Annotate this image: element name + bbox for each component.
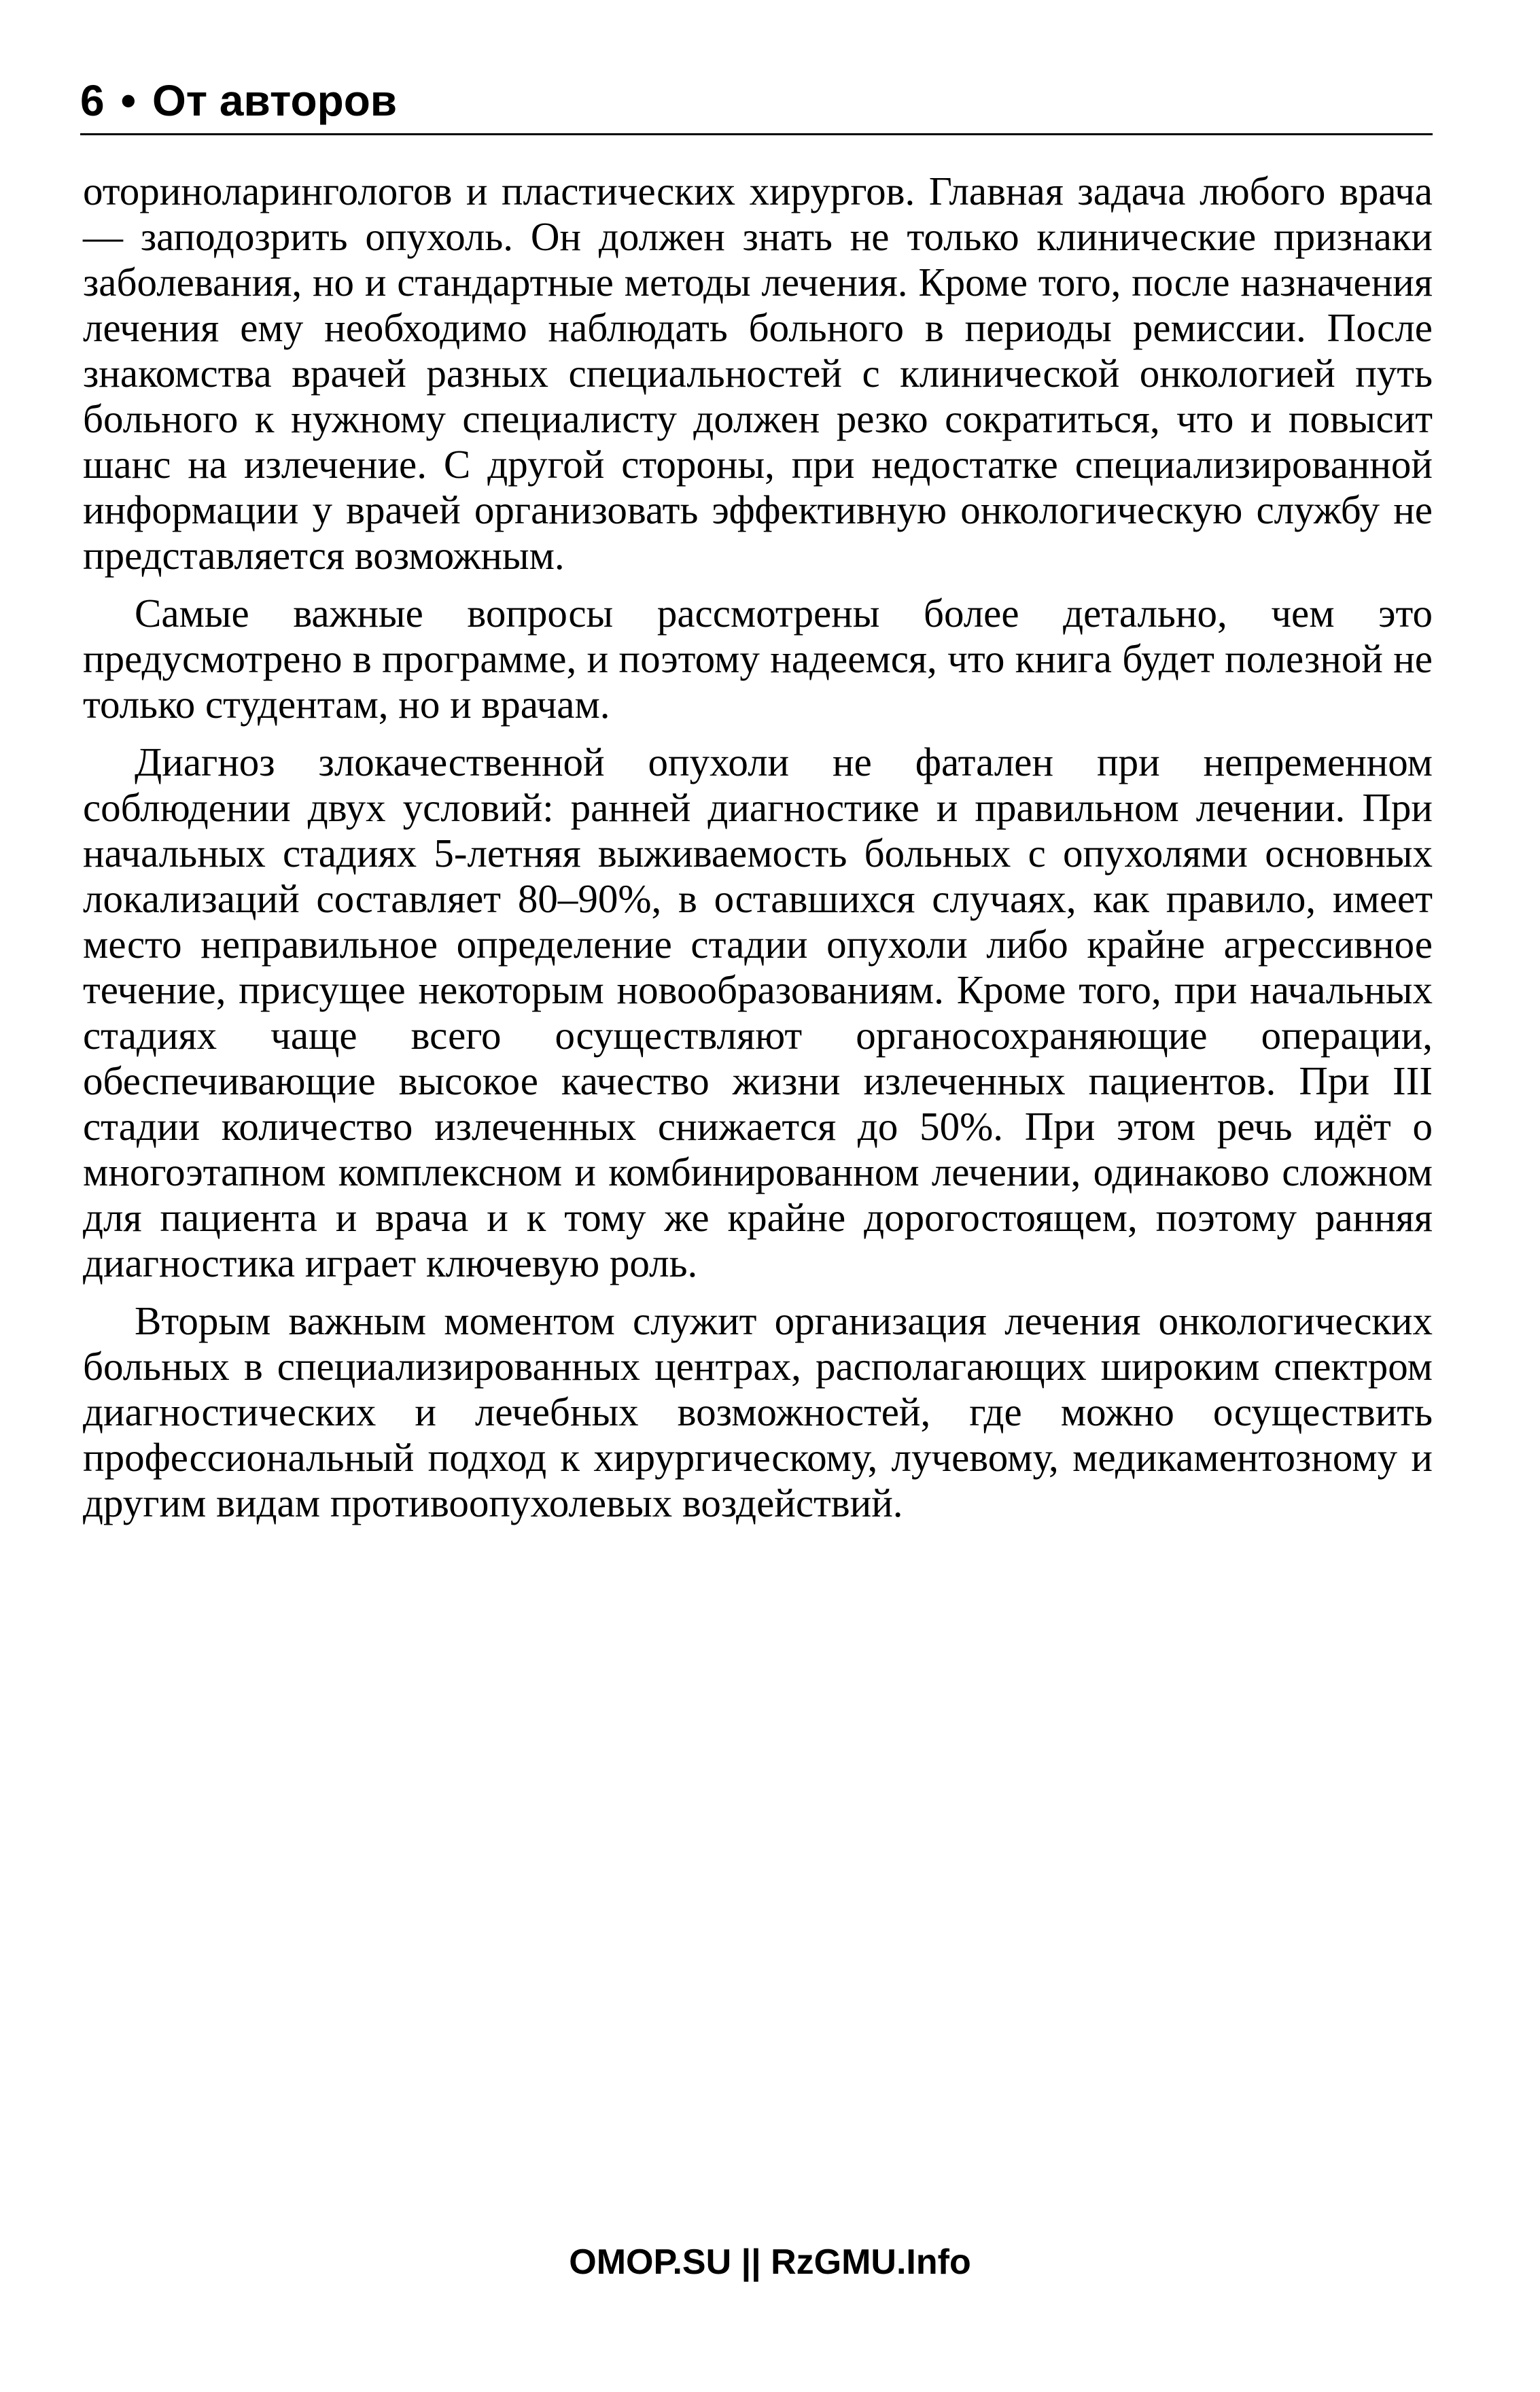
paragraph-1: оториноларингологов и пластических хирургов. Главная задача любого врача — заподозрить опухоль. Он должен знать не только клинические признаки заболевания, но и стандартные методы лечения. Кроме того, после назначения лечения ему необходимо наблюдать больного в периоды ремиссии. После знакомства врачей разных специальностей с клинической онкологией путь больного к нужному специалисту должен резко сократиться, что и повысит шанс на излечение. С другой стороны, при недостатке специализированной информации у врачей организовать эффективную онкологическую службу не представляется возможным.: [83, 169, 1433, 578]
footer-watermark: OMOP.SU || RzGMU.Info: [569, 2242, 971, 2282]
paragraph-2: Самые важные вопросы рассмотрены более детально, чем это предусмотрено в программе, и поэтому надеемся, что книга будет полезной не только студентам, но и врачам.: [83, 591, 1433, 727]
header-rule: [80, 133, 1433, 135]
body-text: [83, 169, 1433, 1538]
page-number: 6: [80, 76, 105, 125]
section-title: От авторов: [152, 76, 398, 125]
paragraph-3: Диагноз злокачественной опухоли не фатален при непременном соблюдении двух условий: ранней диагностике и правильном лечении. При начальных стадиях 5-летняя выживаемость больных с опухолями основных локализаций составляет 80–90%, в оставшихся случаях, как правило, имеет место неправильное определение стадии опухоли либо крайне агрессивное течение, присущее некоторым новообразованиям. Кроме того, при начальных стадиях чаще всего осуществляют органосохраняющие операции, обеспечивающие высокое качество жизни излеченных пациентов. При III стадии количество излеченных снижается до 50%. При этом речь идёт о многоэтапном комплексном и комбинированном лечении, одинаково сложном для пациента и врача и к тому же крайне дорогостоящем, поэтому ранняя диагностика играет ключевую роль.: [83, 740, 1433, 1285]
bullet-separator: •: [120, 76, 136, 125]
paragraph-4: Вторым важным моментом служит организация лечения онкологических больных в специализированных центрах, располагающих широким спектром диагностических и лечебных возможностей, где можно осуществить профессиональный подход к хирургическому, лучевому, медикаментозному и другим видам противоопухолевых воздействий.: [83, 1298, 1433, 1525]
running-head: [80, 73, 397, 128]
